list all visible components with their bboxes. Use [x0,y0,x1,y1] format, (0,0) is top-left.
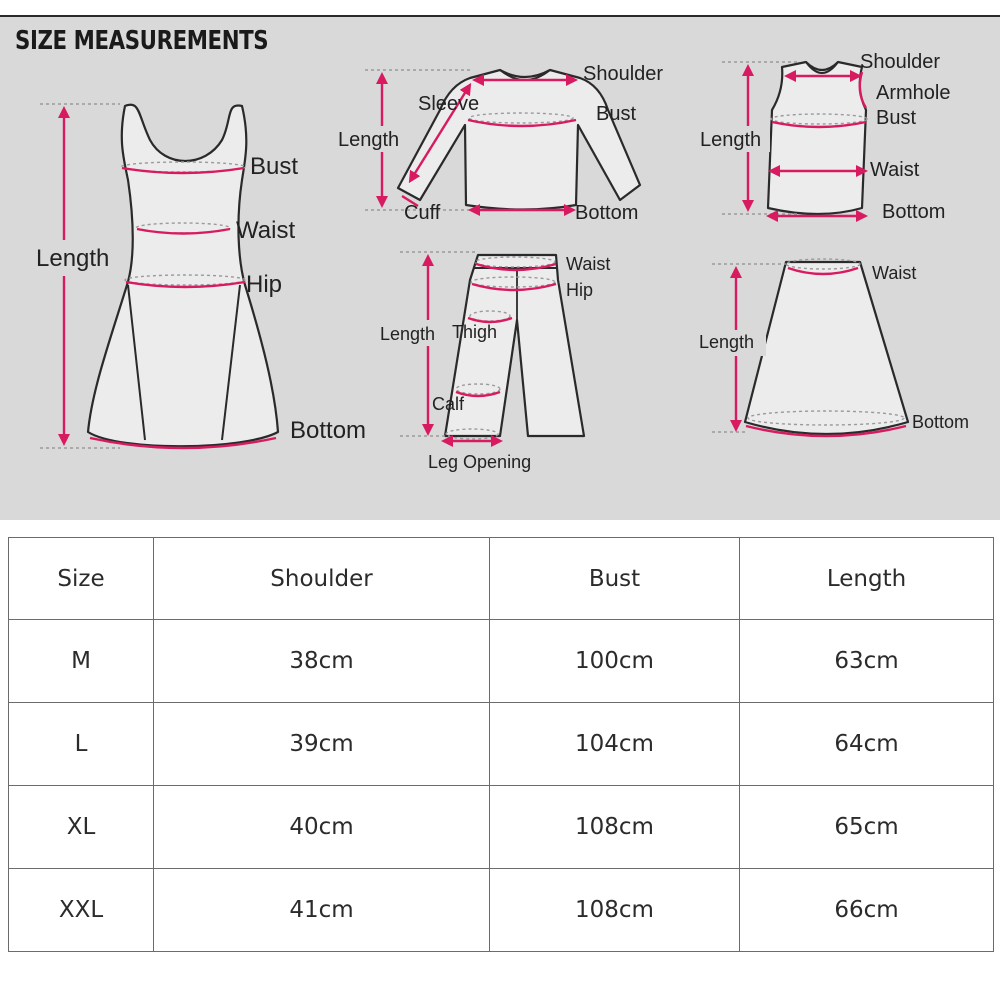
dress-diagram [28,104,366,448]
cell-length: 64cm [740,703,994,786]
table-row [9,703,994,786]
pants-leg-opening-label: Leg Opening [428,452,532,472]
cell-shoulder: 40cm [154,786,490,869]
tank-bottom-label: Bottom [882,201,946,223]
dress-bottom-label: Bottom [290,417,367,444]
top-cuff-label: Cuff [404,202,441,224]
cell-size: XXL [9,869,154,952]
pants-outline [445,255,584,436]
top-shoulder-label: Shoulder [583,63,664,85]
pants-waist-label: Waist [566,254,611,274]
cell-size: L [9,703,154,786]
tank-armhole-label: Armhole [876,82,951,104]
dress-waist-label: Waist [236,217,296,244]
cell-shoulder: 39cm [154,703,490,786]
cell-bust: 108cm [490,786,740,869]
page-title: SIZE MEASUREMENTS [15,26,269,56]
tank-length-label: Length [700,129,762,151]
tank-shoulder-label: Shoulder [860,51,941,73]
pants-diagram [378,252,610,472]
table-row [9,869,994,952]
dress-length-label: Length [36,245,110,272]
pants-calf-label: Calf [432,394,465,414]
cell-bust: 100cm [490,620,740,703]
skirt-bottom-label: Bottom [912,412,970,432]
cell-length: 66cm [740,869,994,952]
table-row [9,786,994,869]
dress-hip-label: Hip [246,271,283,298]
dress-bust-label: Bust [250,153,299,180]
tank-diagram [698,51,950,223]
top-bottom-label: Bottom [575,202,639,224]
cell-bust: 104cm [490,703,740,786]
pants-hip-label: Hip [566,280,594,300]
tank-waist-label: Waist [870,159,920,181]
skirt-outline [745,262,908,434]
top-sleeve-label: Sleeve [418,93,480,115]
top-outline [398,70,640,210]
table-row [9,620,994,703]
cell-bust: 108cm [490,869,740,952]
top-bust-label: Bust [596,103,637,125]
header-length: Length [740,538,994,620]
cell-shoulder: 41cm [154,869,490,952]
pants-thigh-label: Thigh [452,322,498,342]
cell-size: M [9,620,154,703]
top-length-label: Length [338,129,400,151]
header-shoulder: Shoulder [154,538,490,620]
cell-size: XL [9,786,154,869]
skirt-diagram [696,259,969,436]
cell-length: 63cm [740,620,994,703]
cell-shoulder: 38cm [154,620,490,703]
cell-length: 65cm [740,786,994,869]
top-diagram [336,63,663,224]
header-size: Size [9,538,154,620]
header-bust: Bust [490,538,740,620]
skirt-length-label: Length [699,332,755,352]
skirt-waist-label: Waist [872,263,917,283]
tank-outline [768,62,866,214]
tank-bust-label: Bust [876,107,917,129]
pants-length-label: Length [380,324,436,344]
table-header-row [9,538,994,620]
size-chart-table [8,537,994,952]
